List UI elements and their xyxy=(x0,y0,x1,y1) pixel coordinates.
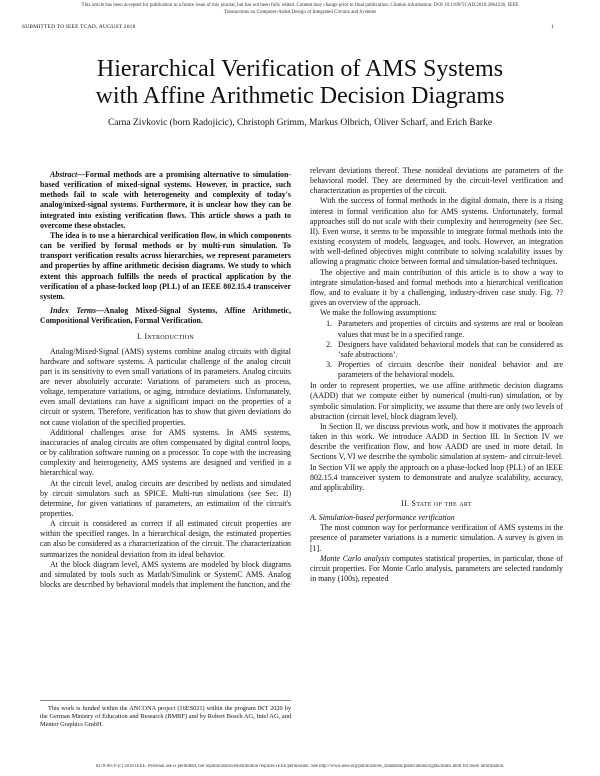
running-head xyxy=(22,24,554,30)
page-number: 1 xyxy=(551,24,554,30)
title-line-1: Hierarchical Verification of AMS Systems xyxy=(96,56,504,82)
section-heading-introduction: I. Introduction xyxy=(136,332,195,342)
author-list: Carna Zivkovic (born Radojicic), Christoph Grimm, Markus Olbrich, Oliver Scharf, and Erich Barke xyxy=(107,118,493,128)
subsection-heading: A. Simulation-based performance verification xyxy=(310,513,455,523)
intro-paragraph-1: Analog/Mixed-Signal (AMS) systems combine analog circuits with digital hardware and software systems. A particular challenge of the analog circuit part is its sensitivity to even small variations of its parameters. Analog circuits are never absolutely accurate: Variations of parameters such as process, voltage, temperature variations, or aging, introduce deviations. Unfortunately, even small deviations can have a significant impact on the properties of a circuit or system. Therefore, verification has to show that given deviations do not cause violation of the specified properties. xyxy=(40,346,291,427)
assumption-item: 2. Designers have validated behavioral models that can be considered as ‘safe abstractions’. xyxy=(334,340,563,360)
intro-paragraph-2: Additional challenges arise for AMS systems. In AMS systems, inaccuracies of analog circuits are often compensated by digital control loops, or by calibration software running on a processor. To cope with the increasing complexity and heterogeneity, AMS systems are designed and verified in a hierarchical way. xyxy=(40,427,291,478)
publication-notice-line-1: This article has been accepted for publication in a future issue of this journal, but has not been fully edited. Content may change prior to final publication. Citation information: DOI 10.1109/TCAD.2018.2864236, IEEE xyxy=(81,3,519,8)
intro-paragraph-8: The objective and main contribution of this article is to show a way to integrate simulation-based and formal methods into a hierarchical verification flow, and to evaluate it by a challenging, industry-driven case study. Fig. ?? gives an overview of the approach. xyxy=(310,267,563,308)
index-terms-label: Index Terms xyxy=(50,306,97,316)
sota-paragraph-1: The most common way for performance verification of AMS systems in the presence of parameter variations is a numeric simulation. A survey is given in [1]. xyxy=(310,523,563,553)
index-terms: Index Terms—Analog Mixed-Signal Systems, Affine Arithmetic, Compositional Verification, Formal Verification. xyxy=(40,306,291,326)
index-terms-text: Analog Mixed-Signal Systems, Affine Arithmetic, Compositional Verification, Formal Verification. xyxy=(40,306,291,326)
running-head-text: SUBMITTED TO IEEE TCAD, AUGUST 2018 xyxy=(22,24,136,30)
section-heading-state-of-the-art: II. State of the art xyxy=(401,499,472,508)
abstract-text-1: Formal methods are a promising alternative to simulation-based verification of mixed-signal systems. However, in practice, such methods fail to scale with heterogeneity and complexity of today's analog/mixed-signal systems. Furthermore, it is unclear how they can be integrated into existing verification flows. This article shows a path to overcome these obstacles. xyxy=(40,170,291,230)
intro-paragraph-10: In order to represent properties, we use affine arithmetic decision diagrams (AADD) that we compute either by numerical (multi-run) simulation, or by symbolic simulation. For simplicity, we assume that there are only two levels of abstraction (circuit level, block diagram level). xyxy=(310,381,563,421)
intro-paragraph-11: In Section II, we discuss previous work, and how it motivates the approach taken in this work. We introduce AADD in Section III. In Section IV we describe the verification flow, and how AADD are used in more detail. In Sections V, VI we describe the symbolic simulation at system- and circuit-level. In Section VII we apply the approach on a phase-locked loop (PLL) of an IEEE 802.15.4 transceiver system to demonstrate and analyze scalability, accuracy, and applicability. xyxy=(310,421,563,492)
paper-title xyxy=(20,56,580,110)
intro-paragraph-4: A circuit is considered as correct if all estimated circuit properties are within the specified ranges. In a hierarchical design, the estimated properties can also be considered as a characterization of the circuit. The characterization summarizes the nonideal deviation from its ideal behavior. xyxy=(40,519,291,559)
copyright-line: 0278-0070 (c) 2018 IEEE. Personal use is permitted, but republication/redistribution requires IEEE permission. See http://www.ieee.org/publications_standards/publications/rights/index.html for more information. xyxy=(95,764,505,769)
monte-carlo-term: Monte Carlo analysis xyxy=(320,553,390,563)
assumption-item: 1. Parameters and properties of circuits and systems are real or boolean values that must be in a specified range. xyxy=(334,319,563,339)
intro-paragraph-3: At the circuit level, analog circuits are described by netlists and simulated by circuit simulators such as SPICE. Multi-run simulations (see Sec. II) determine, for given variations of parameters, an estimation of the circuit's properties. xyxy=(40,478,291,518)
assumption-item: 3. Properties of circuits describe their nonideal behavior and are parameters of the behavioral models. xyxy=(334,360,563,380)
right-column xyxy=(310,166,563,584)
abstract-paragraph-2: The idea is to use a hierarchical verification flow, in which components can be verified by formal methods or by multi-run simulation. To transport verification results across hierarchies, we represent parameters and properties by affine arithmetic decision diagrams. We study to which extent this approach fulfills the needs of practical application by the verification of a phase-locked loop (PLL) of an IEEE 802.15.4 transceiver system. xyxy=(40,230,291,301)
abstract-paragraph-1: Abstract—Formal methods are a promising alternative to simulation-based verification of mixed-signal systems. However, in practice, such methods fail to scale with heterogeneity and complexity of today's analog/mixed-signal systems. Furthermore, it is unclear how they can be integrated into existing verification flows. This article shows a path to overcome these obstacles. xyxy=(40,170,291,230)
title-line-2: with Affine Arithmetic Decision Diagrams xyxy=(95,83,505,109)
publication-notice xyxy=(6,2,594,16)
intro-paragraph-7: With the success of formal methods in the digital domain, there is a rising interest in formal verification also for AMS systems. Unfortunately, formal approaches still do not scale with their complexity and heterogeneity (see Sec. II). Even worse, it seems to be impossible to integrate formal methods into the existing ecosystem of models, languages, and tools. However, an integration with well-defined objectives might contribute to solving scalability issues by allowing a pragmatic choice between formal and simulation-based techniques. xyxy=(310,196,563,267)
intro-paragraph-5: At the block diagram level, AMS systems are modeled by block diagrams and simulated by tools such as Matlab/Simulink or SystemC AMS. Analog blocks are described by behavioral models that implement the function, and the xyxy=(40,559,291,590)
left-column xyxy=(40,170,291,590)
intro-paragraph-6: relevant deviations thereof. These nonideal deviations are parameters of the behavioral model. They are determined by the circuit-level verification and characterization as properties of the circuit. xyxy=(310,166,563,196)
publication-notice-line-2: Transactions on Computer-Aided Design of Integrated Circuits and Systems xyxy=(223,10,377,15)
assumptions-list xyxy=(310,319,563,380)
sota-paragraph-2-text: computes statistical properties, in particular, those of circuit properties. For Monte Carlo analysis, parameters are selected randomly in many (100s), repeated xyxy=(310,553,563,584)
intro-paragraph-9: We make the following assumptions: xyxy=(320,308,437,318)
abstract-label: Abstract xyxy=(50,170,78,179)
funding-footnote: This work is funded within the ANCONA project (16ES021) within the program IKT 2020 by the German Ministry of Education and Research (BMBF) and by Robert Bosch AG, Intel AG, and Mentor Graphics GmbH. xyxy=(40,700,291,729)
sota-paragraph-2 xyxy=(310,554,563,584)
